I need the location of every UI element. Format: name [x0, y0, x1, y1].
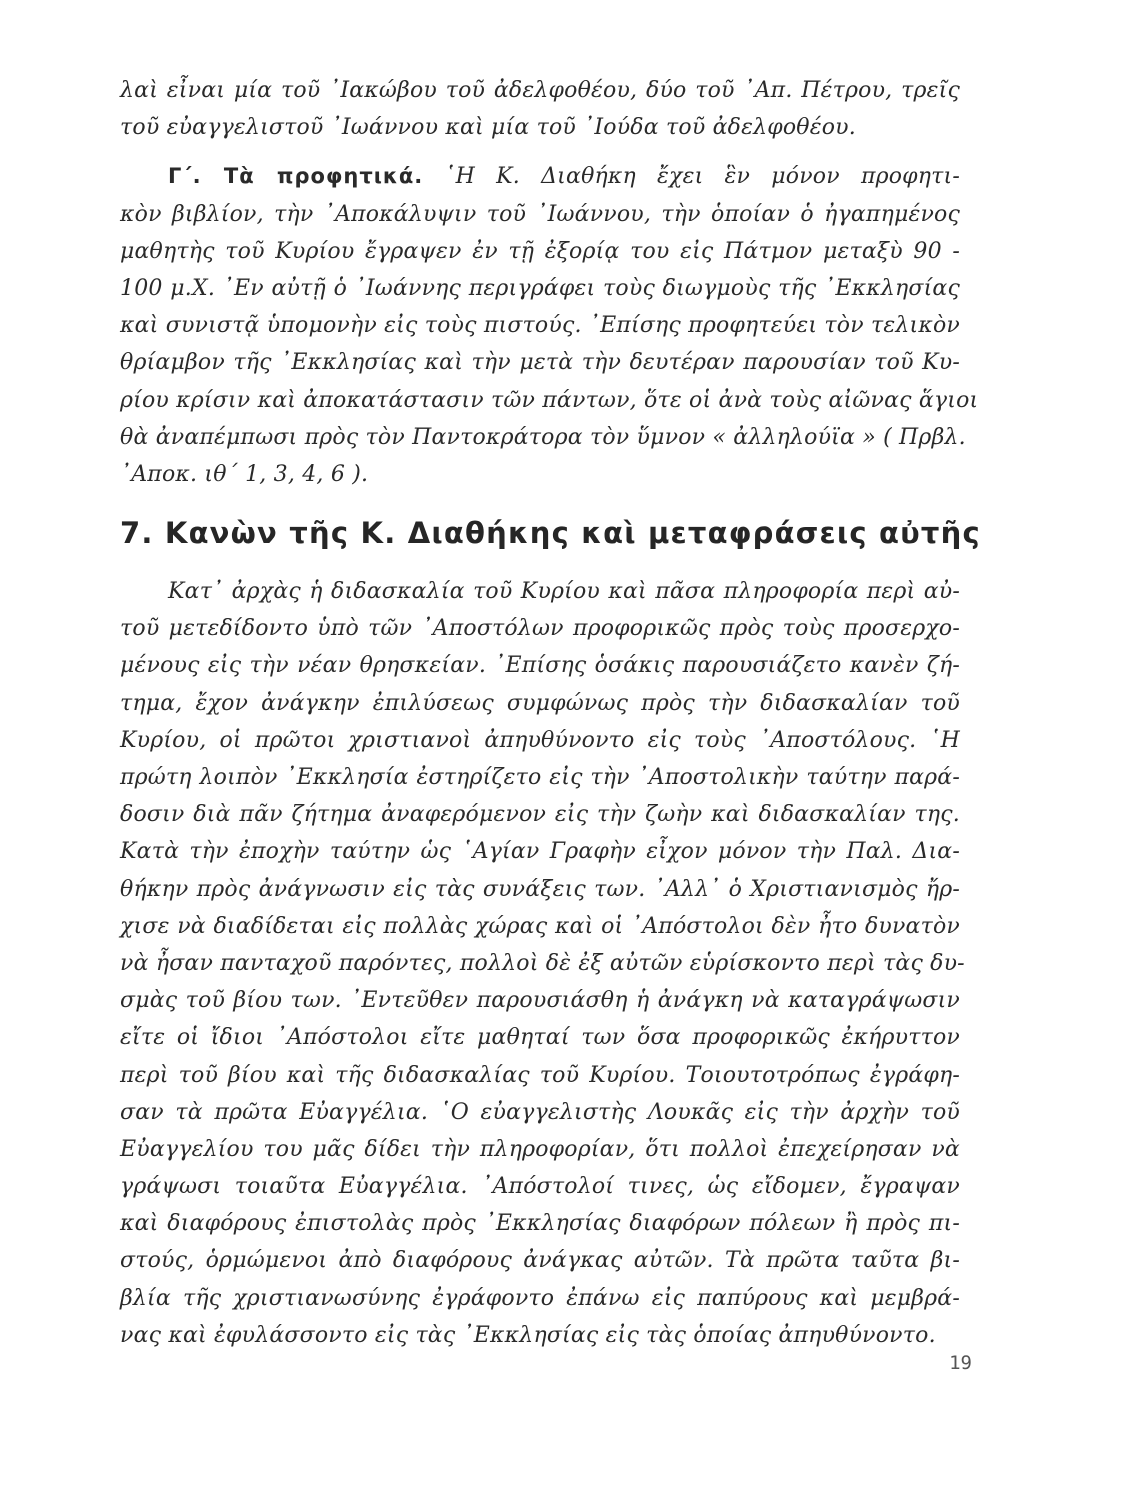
page-number: 19 [949, 1352, 972, 1374]
text-line: θήκην πρὸς ἀνάγνωσιν εἰς τὰς συνάξεις των. ᾿Αλλ᾿ ὁ Χριστιανισμὸς ἤρ- [120, 876, 960, 902]
spacer [120, 553, 960, 573]
text-line: ᾿Αποκ. ιθ΄ 1, 3, 4, 6 ). [120, 461, 369, 487]
text-line: μένους εἰς τὴν νέαν θρησκείαν. ᾿Επίσης ὁσάκις παρουσιάζετο κανὲν ζή- [120, 653, 960, 679]
text-line: 100 μ.Χ. ᾿Εν αὐτῇ ὁ ᾿Ιωάννης περιγράφει τοὺς διωγμοὺς τῆς ᾿Εκκλησίας [120, 275, 960, 301]
text-line: βλία τῆς χριστιανωσύνης ἐγράφοντο ἐπάνω εἰς παπύρους καὶ μεμβρά- [120, 1285, 960, 1311]
text-line: περὶ τοῦ βίου καὶ τῆς διδασκαλίας τοῦ Κυρίου. Τοιουτοτρόπως ἐγράφη- [120, 1062, 960, 1088]
text-line: νὰ ἦσαν πανταχοῦ παρόντες, πολλοὶ δὲ ἐξ αὐτῶν εὑρίσκοντο περὶ τὰς δυ- [120, 950, 965, 976]
section-heading: 7. Κανὼν τῆς Κ. Διαθήκης καὶ μεταφράσεις αὐτῆς [120, 516, 981, 551]
text-line: δοσιν διὰ πᾶν ζήτημα ἀναφερόμενον εἰς τὴν ζωὴν καὶ διδασκαλίαν της. [120, 802, 960, 828]
canon-paragraph [120, 573, 965, 1354]
text-line: σαν τὰ πρῶτα Εὐαγγέλια. ῾Ο εὐαγγελιστὴς Λουκᾶς εἰς τὴν ἀρχὴν τοῦ [120, 1099, 960, 1125]
continuation-paragraph [120, 72, 960, 146]
text-line: κὸν βιβλίον, τὴν ᾿Αποκάλυψιν τοῦ ᾿Ιωάννου, τὴν ὁποίαν ὁ ἠγαπημένος [120, 201, 960, 227]
text-line: εἴτε οἱ ἴδιοι ᾿Απόστολοι εἴτε μαθηταί των ὅσα προφορικῶς ἐκήρυττον [120, 1025, 960, 1051]
spacer [120, 146, 960, 158]
text-line: θὰ ἀναπέμπωσι πρὸς τὸν Παντοκράτορα τὸν ὕμνον « ἀλληλούϊα » ( Πρβλ. [120, 424, 966, 450]
text-line: τοῦ εὐαγγελιστοῦ ᾿Ιωάννου καὶ μία τοῦ ᾿Ιούδα τοῦ ἀδελφοθέου. [120, 115, 856, 141]
text-line: στούς, ὁρμώμενοι ἀπὸ διαφόρους ἀνάγκας αὐτῶν. Τὰ πρῶτα ταῦτα βι- [120, 1248, 960, 1274]
text-line: γράψωσι τοιαῦτα Εὐαγγέλια. ᾿Απόστολοί τινες, ὡς εἴδομεν, ἔγραψαν [120, 1174, 960, 1200]
text-line: λαὶ εἶναι μία τοῦ ᾿Ιακώβου τοῦ ἀδελφοθέου, δύο τοῦ ᾿Απ. Πέτρου, τρεῖς [120, 78, 960, 103]
text-line: σμὰς τοῦ βίου των. ᾿Εντεῦθεν παρουσιάσθη ἡ ἀνάγκη νὰ καταγράψωσιν [120, 988, 960, 1014]
text-line: Κατ᾿ ἀρχὰς ἡ διδασκαλία τοῦ Κυρίου καὶ πᾶσα πληροφορία περὶ αὐ- [168, 579, 960, 605]
text-line: ρίου κρίσιν καὶ ἀποκατάστασιν τῶν πάντων, ὅτε οἱ ἀνὰ τοὺς αἰῶνας ἅγιοι [120, 387, 979, 413]
text-line: τημα, ἔχον ἀνάγκην ἐπιλύσεως συμφώνως πρὸς τὴν διδασκαλίαν τοῦ [120, 690, 960, 716]
text-fragment: ῾Η Κ. Διαθήκη ἔχει ἓν μόνον προφητι- [444, 164, 960, 190]
text-line: Κυρίου, οἱ πρῶτοι χριστιανοὶ ἀπηυθύνοντο εἰς τοὺς ᾿Αποστόλους. ῾Η [120, 727, 960, 753]
subsection-heading: Γ΄. Τὰ προφητικά. [168, 164, 424, 189]
page-body [120, 72, 981, 1354]
text-line: καὶ συνιστᾷ ὑπομονὴν εἰς τοὺς πιστούς. ᾿Επίσης προφητεύει τὸν τελικὸν [120, 313, 960, 339]
text-line: μαθητὴς τοῦ Κυρίου ἔγραψεν ἐν τῇ ἐξορίᾳ του εἰς Πάτμον μεταξὺ 90 - [120, 238, 960, 264]
text-line: καὶ διαφόρους ἐπιστολὰς πρὸς ᾿Εκκλησίας διαφόρων πόλεων ἢ πρὸς πι- [120, 1211, 960, 1237]
text-line: τοῦ μετεδίδοντο ὑπὸ τῶν ᾿Αποστόλων προφορικῶς πρὸς τοὺς προσερχο- [120, 616, 960, 642]
spacer [120, 493, 960, 513]
text-line: θρίαμβον τῆς ᾿Εκκλησίας καὶ τὴν μετὰ τὴν δευτέραν παρουσίαν τοῦ Κυ- [120, 350, 960, 376]
text-line: νας καὶ ἐφυλάσσοντο εἰς τὰς ᾿Εκκλησίας εἰς τὰς ὁποίας ἀπηυθύνοντο. [120, 1322, 936, 1348]
prophetic-paragraph [120, 158, 979, 493]
text-line: Κατὰ τὴν ἐποχὴν ταύτην ὡς ῾Αγίαν Γραφὴν εἶχον μόνον τὴν Παλ. Δια- [120, 839, 960, 865]
text-line [120, 158, 960, 195]
text-line: Εὐαγγελίου του μᾶς δίδει τὴν πληροφορίαν, ὅτι πολλοὶ ἐπεχείρησαν νὰ [120, 1136, 960, 1162]
text-line: πρώτη λοιπὸν ᾿Εκκλησία ἐστηρίζετο εἰς τὴν ᾿Αποστολικὴν ταύτην παρά- [120, 765, 960, 790]
text-line: χισε νὰ διαδίδεται εἰς πολλὰς χώρας καὶ οἱ ᾿Απόστολοι δὲν ἦτο δυνατὸν [120, 913, 960, 939]
